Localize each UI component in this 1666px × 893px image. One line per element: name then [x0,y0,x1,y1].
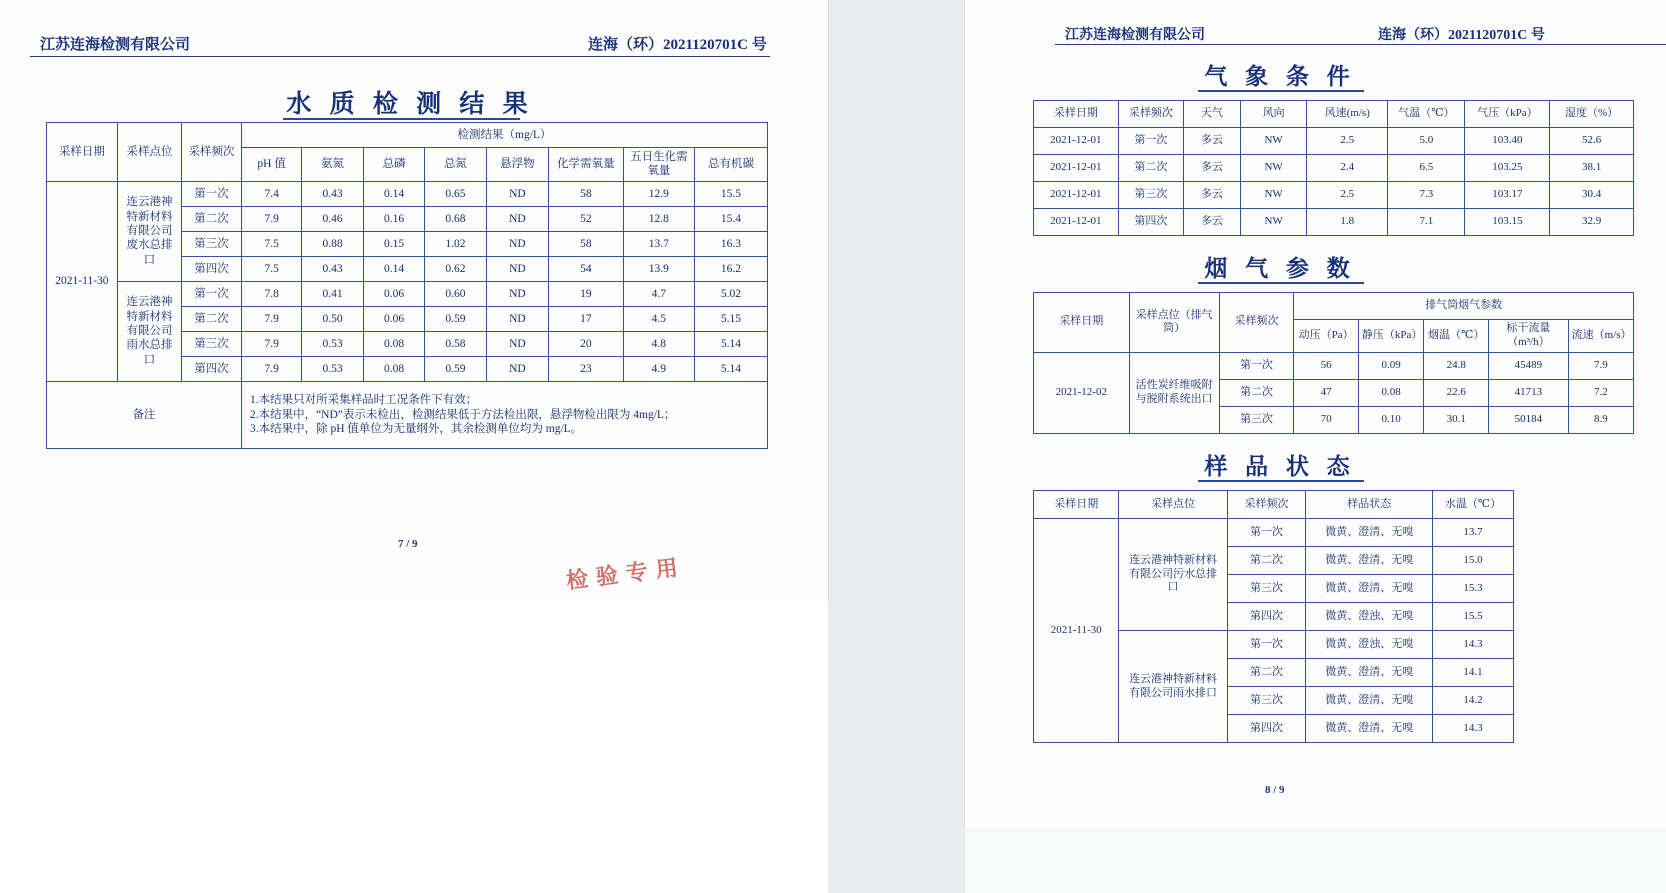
cell-value: 0.16 [363,206,424,231]
cell-value: 15.5 [1433,603,1514,631]
th-freq: 采样频次 [1219,293,1294,353]
th-toc: 总有机碳 [694,148,767,182]
cell-value: 56 [1294,352,1359,379]
cell-value: ND [486,356,548,381]
cell-value: 16.2 [694,256,767,281]
cell-value: 第三次 [1118,182,1183,209]
cell-value: 17 [549,306,624,331]
cell-value: 2.4 [1307,155,1388,182]
th-wind-speed: 风速(m/s) [1307,101,1388,128]
cell-value: 0.68 [425,206,486,231]
cell-value: 2021-12-01 [1034,182,1119,209]
notes-label: 备注 [47,381,242,448]
th-date: 采样日期 [1034,293,1130,353]
cell-value: 5.14 [694,331,767,356]
cell-point: 活性炭纤维吸附与脱附系统出口 [1129,352,1219,433]
cell-freq: 第一次 [1219,352,1294,379]
table-row [1034,155,1634,182]
th-std-flow: 标干流量（m³/h） [1489,320,1569,353]
cell-value: 多云 [1184,182,1241,209]
cell-value: 70 [1294,406,1359,433]
table-header-row [1034,293,1634,320]
cell-state: 微黄、澄清、无嗅 [1306,659,1433,687]
cell-freq: 第四次 [1227,603,1306,631]
cell-freq: 第四次 [182,256,242,281]
cell-point-1: 连云港神特新材料有限公司污水总排口 [1119,519,1227,631]
cell-value: 多云 [1184,128,1241,155]
cell-value: 1.02 [425,231,486,256]
cell-freq: 第三次 [182,331,242,356]
cell-value: 5.02 [694,281,767,306]
water-quality-table [46,122,768,449]
cell-value: NW [1240,155,1306,182]
right-header-divider [1055,44,1666,45]
cell-value: 0.88 [302,231,363,256]
left-page-number: 7 / 9 [398,538,418,550]
cell-freq: 第二次 [1227,547,1306,575]
table-row [1034,209,1634,236]
page-right-backdrop [965,828,1666,893]
cell-freq: 第四次 [1227,715,1306,743]
cell-value: 多云 [1184,209,1241,236]
cell-freq: 第二次 [1227,659,1306,687]
table-row [47,281,768,306]
cell-freq: 第一次 [1227,519,1306,547]
cell-value: 0.50 [302,306,363,331]
th-wind-dir: 风向 [1240,101,1306,128]
th-flue-group: 排气筒烟气参数 [1294,293,1634,320]
cell-value: ND [486,306,548,331]
sample-state-title: 样 品 状 态 [1204,454,1356,479]
th-static-pressure: 静压（kPa） [1358,320,1423,353]
notes-content [241,381,767,448]
left-header-report-no: 连海（环）2021120701C 号 [588,37,767,53]
th-ss: 悬浮物 [486,148,548,182]
cell-value: 14.1 [1433,659,1514,687]
table-row [1034,128,1634,155]
cell-value: 0.43 [302,181,363,206]
cell-value: 5.14 [694,356,767,381]
cell-value: 6.5 [1388,155,1465,182]
cell-value: 103.40 [1465,128,1550,155]
cell-freq: 第三次 [1227,687,1306,715]
cell-value: 7.9 [241,206,301,231]
cell-value: 7.8 [241,281,301,306]
table-header-row [1034,101,1634,128]
cell-value: ND [486,256,548,281]
cell-value: 7.9 [241,356,301,381]
cell-point-2: 连云港神特新材料有限公司雨水排口 [1119,631,1227,743]
cell-freq: 第四次 [182,356,242,381]
table-row [1034,352,1634,379]
cell-value: 14.3 [1433,715,1514,743]
cell-value: 0.10 [1358,406,1423,433]
th-date: 采样日期 [1034,491,1119,519]
cell-value: 15.3 [1433,575,1514,603]
cell-value: 24.8 [1424,352,1489,379]
cell-value: 50184 [1489,406,1569,433]
left-header-divider [30,56,770,57]
th-ph: pH 值 [241,148,301,182]
cell-value: 2021-12-01 [1034,155,1119,182]
cell-value: 23 [549,356,624,381]
cell-value: 7.3 [1388,182,1465,209]
th-state: 样品状态 [1306,491,1433,519]
cell-value: 0.08 [363,331,424,356]
cell-value: 2021-12-01 [1034,209,1119,236]
right-page-number: 8 / 9 [1265,784,1285,796]
notes-row [47,381,768,448]
cell-value: 4.7 [623,281,694,306]
cell-freq: 第三次 [1219,406,1294,433]
cell-state: 微黄、澄清、无嗅 [1306,575,1433,603]
th-weather: 天气 [1184,101,1241,128]
cell-value: 7.2 [1568,379,1633,406]
cell-value: 7.4 [241,181,301,206]
cell-value: 103.25 [1465,155,1550,182]
cell-value: 13.7 [623,231,694,256]
page-left-backdrop [0,600,828,893]
th-date: 采样日期 [47,123,118,182]
cell-value: 16.3 [694,231,767,256]
th-tn: 总氮 [425,148,486,182]
cell-value: ND [486,181,548,206]
th-date: 采样日期 [1034,101,1119,128]
cell-date: 2021-11-30 [47,181,118,381]
cell-value: 0.60 [425,281,486,306]
cell-value: 2.5 [1307,128,1388,155]
weather-table [1033,100,1634,236]
cell-value: 103.15 [1465,209,1550,236]
th-water-temp: 水温（℃） [1433,491,1514,519]
cell-value: 0.53 [302,356,363,381]
th-freq: 采样频次 [182,123,242,182]
cell-value: 0.06 [363,281,424,306]
cell-freq: 第二次 [182,306,242,331]
cell-value: 52 [549,206,624,231]
cell-date: 2021-12-02 [1034,352,1130,433]
cell-value: 2021-12-01 [1034,128,1119,155]
cell-state: 微黄、澄浊、无嗅 [1306,631,1433,659]
cell-state: 微黄、澄清、无嗅 [1306,519,1433,547]
cell-state: 微黄、澄清、无嗅 [1306,715,1433,743]
cell-value: 4.5 [623,306,694,331]
th-point: 采样点位（排气筒） [1129,293,1219,353]
cell-value: 5.0 [1388,128,1465,155]
cell-freq: 第一次 [182,181,242,206]
weather-title: 气 象 条 件 [1204,64,1356,89]
th-smoke-temp: 烟温（℃） [1424,320,1489,353]
cell-value: 32.9 [1550,209,1634,236]
cell-value: 0.08 [363,356,424,381]
cell-value: 0.65 [425,181,486,206]
left-header-company: 江苏连海检测有限公司 [40,37,191,53]
cell-value: 8.9 [1568,406,1633,433]
cell-value: 第二次 [1118,155,1183,182]
cell-value: 13.7 [1433,519,1514,547]
cell-value: 0.14 [363,181,424,206]
cell-value: 多云 [1184,155,1241,182]
cell-point-1: 连云港神特新材料有限公司废水总排口 [117,181,181,281]
cell-value: 0.06 [363,306,424,331]
cell-value: 20 [549,331,624,356]
cell-value: ND [486,281,548,306]
cell-value: 0.59 [425,306,486,331]
cell-point-2: 连云港神特新材料有限公司雨水总排口 [117,281,181,381]
cell-value: 38.1 [1550,155,1634,182]
cell-value: 15.4 [694,206,767,231]
cell-freq: 第三次 [1227,575,1306,603]
th-dynamic-pressure: 动压（Pa） [1294,320,1359,353]
flue-gas-title: 烟 气 参 数 [1204,256,1356,281]
cell-freq: 第二次 [182,206,242,231]
cell-value: NW [1240,209,1306,236]
flue-gas-title-underline [1198,282,1364,284]
cell-value: 15.5 [694,181,767,206]
cell-value: ND [486,331,548,356]
cell-value: 0.53 [302,331,363,356]
cell-value: 0.15 [363,231,424,256]
cell-freq: 第一次 [1227,631,1306,659]
th-tp: 总磷 [363,148,424,182]
cell-freq: 第二次 [1219,379,1294,406]
right-header-report-no: 连海（环）2021120701C 号 [1378,28,1545,43]
cell-value: 0.14 [363,256,424,281]
cell-value: 7.5 [241,231,301,256]
th-ammonia: 氨氮 [302,148,363,182]
note-line: 2.本结果中，“ND”表示未检出，检测结果低于方法检出限，悬浮物检出限为 4mg/L； [249,408,676,421]
cell-value: 2.5 [1307,182,1388,209]
cell-state: 微黄、澄浊、无嗅 [1306,603,1433,631]
th-temp: 气温（℃） [1388,101,1465,128]
right-header-company: 江苏连海检测有限公司 [1065,28,1205,43]
cell-value: 52.6 [1550,128,1634,155]
cell-value: 第四次 [1118,209,1183,236]
th-point: 采样点位 [117,123,181,182]
cell-value: 54 [549,256,624,281]
cell-value: 5.15 [694,306,767,331]
cell-value: 22.6 [1424,379,1489,406]
th-pressure: 气压（kPa） [1465,101,1550,128]
cell-value: 7.9 [241,306,301,331]
cell-state: 微黄、澄清、无嗅 [1306,547,1433,575]
table-row [47,181,768,206]
cell-value: 0.62 [425,256,486,281]
cell-value: 30.4 [1550,182,1634,209]
cell-value: NW [1240,182,1306,209]
th-velocity: 流速（m/s） [1568,320,1633,353]
cell-value: NW [1240,128,1306,155]
cell-value: 58 [549,181,624,206]
cell-value: 41713 [1489,379,1569,406]
table-row [1034,519,1514,547]
water-quality-title: 水 质 检 测 结 果 [286,91,534,118]
cell-value: 45489 [1489,352,1569,379]
cell-state: 微黄、澄清、无嗅 [1306,687,1433,715]
cell-value: 4.8 [623,331,694,356]
cell-value: 7.9 [1568,352,1633,379]
cell-value: 1.8 [1307,209,1388,236]
cell-value: 第一次 [1118,128,1183,155]
water-quality-title-underline [283,118,520,120]
cell-value: ND [486,206,548,231]
cell-value: 103.17 [1465,182,1550,209]
cell-value: 12.8 [623,206,694,231]
cell-value: 47 [1294,379,1359,406]
table-header-row [47,123,768,148]
cell-value: 14.3 [1433,631,1514,659]
cell-value: 14.2 [1433,687,1514,715]
cell-freq: 第一次 [182,281,242,306]
cell-value: 0.41 [302,281,363,306]
cell-value: 58 [549,231,624,256]
th-freq: 采样频次 [1227,491,1306,519]
cell-value: 13.9 [623,256,694,281]
cell-value: 12.9 [623,181,694,206]
cell-value: 7.5 [241,256,301,281]
cell-value: 30.1 [1424,406,1489,433]
cell-freq: 第三次 [182,231,242,256]
red-seal-stamp: 检验专用 [564,554,687,594]
cell-value: 4.9 [623,356,694,381]
cell-value: 19 [549,281,624,306]
table-header-row [1034,491,1514,519]
th-humidity: 湿度（%） [1550,101,1634,128]
table-row [1034,182,1634,209]
cell-value: 0.43 [302,256,363,281]
cell-value: 0.46 [302,206,363,231]
note-line: 1.本结果只对所采集样品时工况条件下有效； [249,394,478,407]
sample-state-title-underline [1198,480,1364,482]
note-line: 3.本结果中，除 pH 值单位为无量纲外，其余检测单位均为 mg/L。 [249,422,583,435]
cell-value: 15.0 [1433,547,1514,575]
cell-value: 7.9 [241,331,301,356]
cell-value: 7.1 [1388,209,1465,236]
cell-value: 0.59 [425,356,486,381]
cell-value: 0.08 [1358,379,1423,406]
th-bod5: 五日生化需氧量 [623,148,694,182]
flue-gas-table [1033,292,1634,434]
cell-value: ND [486,231,548,256]
cell-date: 2021-11-30 [1034,519,1119,743]
sample-state-table [1033,490,1514,743]
weather-title-underline [1198,90,1364,92]
th-cod: 化学需氧量 [549,148,624,182]
th-point: 采样点位 [1119,491,1227,519]
cell-value: 0.09 [1358,352,1423,379]
cell-value: 0.58 [425,331,486,356]
th-results-group: 检测结果（mg/L） [241,123,767,148]
th-freq: 采样频次 [1118,101,1183,128]
